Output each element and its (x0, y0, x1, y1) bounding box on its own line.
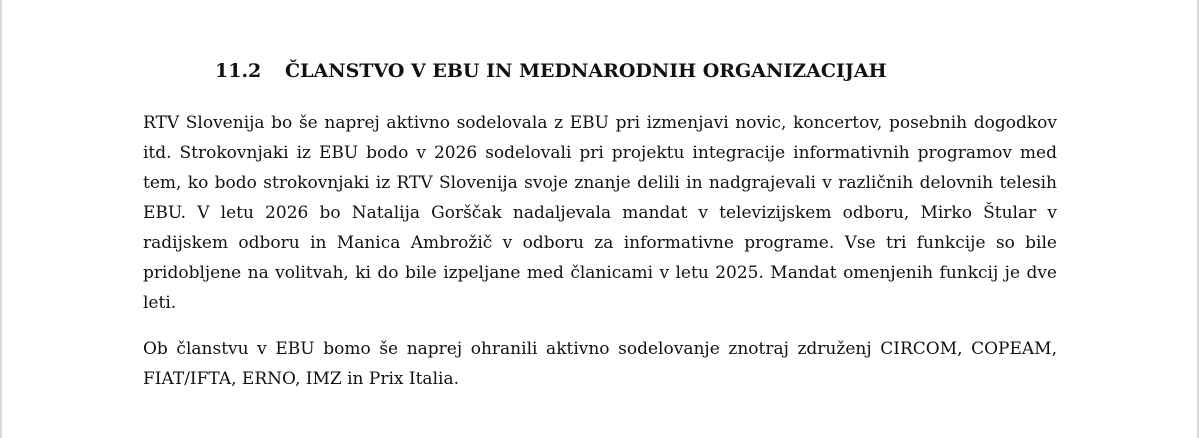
page-left-border (0, 0, 2, 438)
section-title: ČLANSTVO V EBU IN MEDNARODNIH ORGANIZACIJAH (285, 60, 887, 82)
paragraph-associations: Ob članstvu v EBU bomo še naprej ohranili aktivno sodelovanje znotraj združenj CIRCOM, COPEAM, FIAT/IFTA, ERNO, IMZ in Prix Italia. (143, 339, 1057, 389)
section-heading (215, 60, 887, 82)
section-number: 11.2 (215, 60, 262, 82)
paragraph-ebu-membership: RTV Slovenija bo še naprej aktivno sodelovala z EBU pri izmenjavi novic, koncertov, posebnih dogodkov itd. Strokovnjaki iz EBU bodo v 2026 sodelovali pri projektu integracije informativnih programov med tem, ko bodo strokovnjaki iz RTV Slovenija svoje znanje delili in nadgrajevali v različnih delovnih telesih EBU. V letu 2026 bo Natalija Gorščak nadaljevala mandat v televizijskem odboru, Mirko Štular v radijskem odboru in Manica Ambrožič v odboru za informativne programe. Vse tri funkcije so bile pridobljene na volitvah, ki do bile izpeljane med članicami v letu 2025. Mandat omenjenih funkcij je dve leti. (143, 113, 1057, 313)
